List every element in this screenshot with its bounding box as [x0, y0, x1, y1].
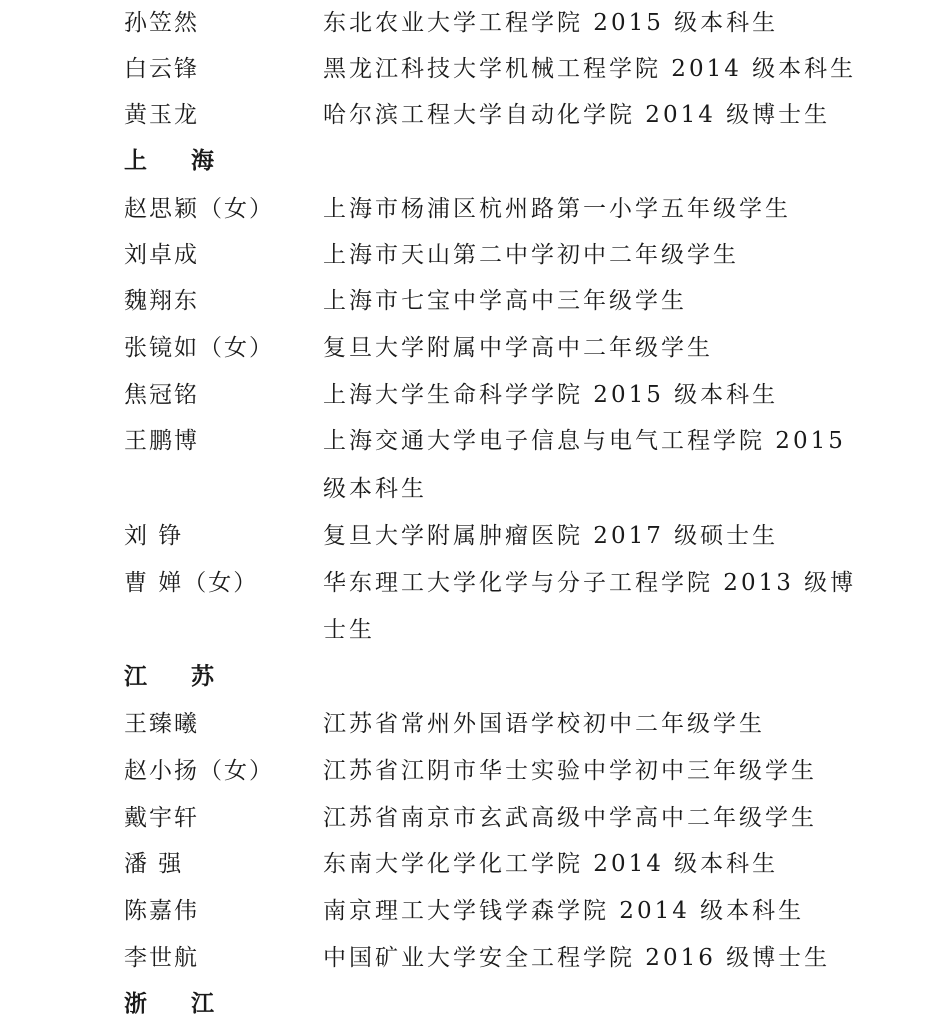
person-description: 江苏省南京市玄武高级中学高中二年级学生	[323, 805, 817, 831]
person-description-continued: 级本科生	[323, 476, 427, 502]
list-item	[0, 186, 944, 232]
list-item	[0, 841, 944, 887]
region-heading	[0, 138, 944, 184]
list-item	[0, 888, 944, 934]
list-item	[0, 0, 944, 46]
person-description: 哈尔滨工程大学自动化学院 2014 级博士生	[323, 102, 831, 128]
person-description: 江苏省常州外国语学校初中二年级学生	[323, 711, 765, 737]
person-name: 戴宇轩	[124, 805, 199, 831]
person-description: 复旦大学附属肿瘤医院 2017 级硕士生	[323, 523, 779, 549]
person-name: 刘卓成	[124, 242, 199, 268]
person-description: 上海大学生命科学学院 2015 级本科生	[323, 382, 779, 408]
person-description: 上海市杨浦区杭州路第一小学五年级学生	[323, 196, 791, 222]
person-description: 东北农业大学工程学院 2015 级本科生	[323, 10, 779, 36]
person-name: 曹 婵（女）	[124, 570, 259, 596]
region-heading	[0, 981, 944, 1027]
list-item	[0, 795, 944, 841]
person-name: 潘 强	[124, 851, 184, 877]
person-name: 王鹏博	[124, 428, 199, 454]
list-item	[0, 560, 944, 606]
person-name: 黄玉龙	[124, 102, 199, 128]
person-name: 魏翔东	[124, 288, 199, 314]
person-name: 刘 铮	[124, 523, 184, 549]
person-description: 江苏省江阴市华士实验中学初中三年级学生	[323, 758, 817, 784]
region-title: 江 苏	[124, 664, 233, 690]
list-item	[0, 748, 944, 794]
list-item-continuation	[0, 466, 944, 512]
list-item	[0, 325, 944, 371]
person-description: 黑龙江科技大学机械工程学院 2014 级本科生	[323, 56, 857, 82]
list-item	[0, 92, 944, 138]
person-name: 李世航	[124, 945, 199, 971]
list-item	[0, 46, 944, 92]
list-item	[0, 513, 944, 559]
list-item	[0, 372, 944, 418]
person-name: 王臻曦	[124, 711, 199, 737]
person-description: 中国矿业大学安全工程学院 2016 级博士生	[323, 945, 831, 971]
person-description: 上海市天山第二中学初中二年级学生	[323, 242, 739, 268]
region-heading	[0, 654, 944, 700]
person-description-continued: 士生	[323, 617, 375, 643]
person-description: 东南大学化学化工学院 2014 级本科生	[323, 851, 779, 877]
person-description: 上海交通大学电子信息与电气工程学院 2015	[323, 428, 846, 454]
person-name: 陈嘉伟	[124, 898, 199, 924]
list-item	[0, 935, 944, 981]
list-item-continuation	[0, 607, 944, 653]
person-name: 白云锋	[124, 56, 199, 82]
person-description: 南京理工大学钱学森学院 2014 级本科生	[323, 898, 805, 924]
person-name: 赵思颖（女）	[124, 196, 274, 222]
list-item	[0, 278, 944, 324]
list-item	[0, 701, 944, 747]
region-title: 上 海	[124, 148, 233, 174]
region-title: 浙 江	[124, 991, 233, 1017]
person-description: 复旦大学附属中学高中二年级学生	[323, 335, 713, 361]
person-name: 焦冠铭	[124, 382, 199, 408]
person-name: 赵小扬（女）	[124, 758, 274, 784]
list-item	[0, 232, 944, 278]
person-name: 孙笠然	[124, 10, 199, 36]
person-name: 张镜如（女）	[124, 335, 274, 361]
person-description: 华东理工大学化学与分子工程学院 2013 级博	[323, 570, 857, 596]
person-description: 上海市七宝中学高中三年级学生	[323, 288, 687, 314]
list-item	[0, 418, 944, 464]
